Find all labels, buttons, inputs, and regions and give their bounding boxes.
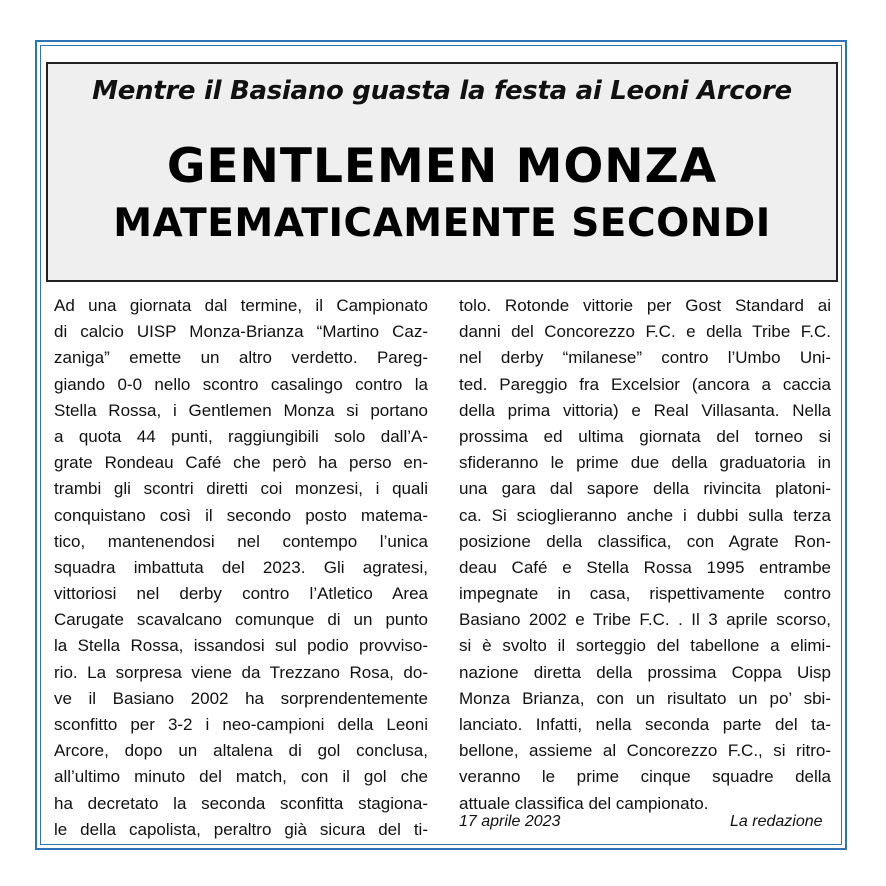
text-line: la Stella Rossa, issandosi sul podio provviso- [54,636,428,656]
text-line: le della capolista, peraltro già sicura del ti- [54,819,428,839]
text-line: veranno le prime cinque squadre della [459,767,831,787]
headline-title-line-1: GENTLEMEN MONZA [166,139,718,194]
text-line: ca. Si scioglieranno anche i dubbi sulla terza [459,505,831,525]
text-line: attuale classifica del campionato. [459,793,709,813]
text-line: sconfitto per 3-2 i neo-campioni della Leoni [54,715,428,734]
text-line: lanciato. Infatti, nella seconda parte del ta- [459,715,831,734]
text-line: sfideranno le prime due della graduatoria in [459,453,831,473]
text-line: zaniga” emette un altro verdetto. Pareg- [54,348,428,368]
text-line: Carugate scavalcano comunque di un punto [54,610,428,630]
text-line: Arcore, dopo un altalena di gol conclusa, [54,741,428,761]
text-line: squadra imbattuta del 2023. Gli agratesi, [54,557,428,577]
text-line: conquistano così il secondo posto matema- [54,505,428,525]
article-column-right [459,293,831,817]
text-line: ha decretato la seconda sconfitta stagiona- [54,793,428,813]
text-line: tolo. Rotonde vittorie per Gost Standard ai [459,296,831,315]
text-line: a quota 44 punti, raggiungibili solo dall’A- [54,426,428,446]
text-line: nel derby “milanese” contro l’Umbo Uni- [459,348,831,368]
headline-box [46,62,838,282]
article-column-left [54,293,428,843]
text-line: giando 0-0 nello scontro casalingo contro la [54,374,428,394]
article-author: La redazione [730,813,823,830]
text-line: ted. Pareggio fra Excelsior (ancora a caccia [459,374,831,394]
text-line: si è svolto il sorteggio del tabellone a elimi- [459,636,831,656]
text-line: ve il Basiano 2002 ha sorprendentemente [54,688,428,708]
text-line: tico, mantenendosi nel contempo l’unica [54,531,428,551]
text-line: nazione diretta della prossima Coppa Uisp [459,662,831,682]
text-line: grate Rondeau Café che però ha perso en- [54,453,428,473]
text-line: della prima vittoria) e Real Villasanta. Nella [459,400,831,420]
text-line: prossima ed ultima giornata del torneo si [459,426,831,446]
text-line: Ad una giornata dal termine, il Campionato [54,296,428,315]
text-line: bellone, assieme al Concorezzo F.C., si ritro- [459,741,831,761]
text-line: deau Café e Stella Rossa 1995 entrambe [459,557,831,577]
text-line: danni del Concorezzo F.C. e della Tribe F.C. [459,322,831,342]
text-line: una gara dal sapore della rivincita platoni- [459,479,831,499]
article-date: 17 aprile 2023 [459,813,561,830]
text-line: posizione della classifica, con Agrate Ron- [459,531,831,551]
text-line: di calcio UISP Monza-Brianza “Martino Caz- [54,322,428,342]
text-line: rio. La sorpresa viene da Trezzano Rosa, do- [54,662,428,682]
text-line: impegnate in casa, rispettivamente contro [459,584,831,604]
text-line: trambi gli scontri diretti coi monzesi, i quali [54,479,428,499]
headline-subtitle: Mentre il Basiano guasta la festa ai Leoni Arcore [92,76,792,106]
text-line: Stella Rossa, i Gentlemen Monza si portano [54,400,428,420]
text-line: all’ultimo minuto del match, con il gol che [54,767,428,787]
text-line: Monza Brianza, con un risultato un po’ sbi- [459,688,831,708]
text-line: Basiano 2002 e Tribe F.C. . Il 3 aprile scorso, [459,610,831,630]
text-line: vittoriosi nel derby contro l’Atletico Area [54,584,428,604]
headline-title-line-2: MATEMATICAMENTE SECONDI [113,201,771,246]
